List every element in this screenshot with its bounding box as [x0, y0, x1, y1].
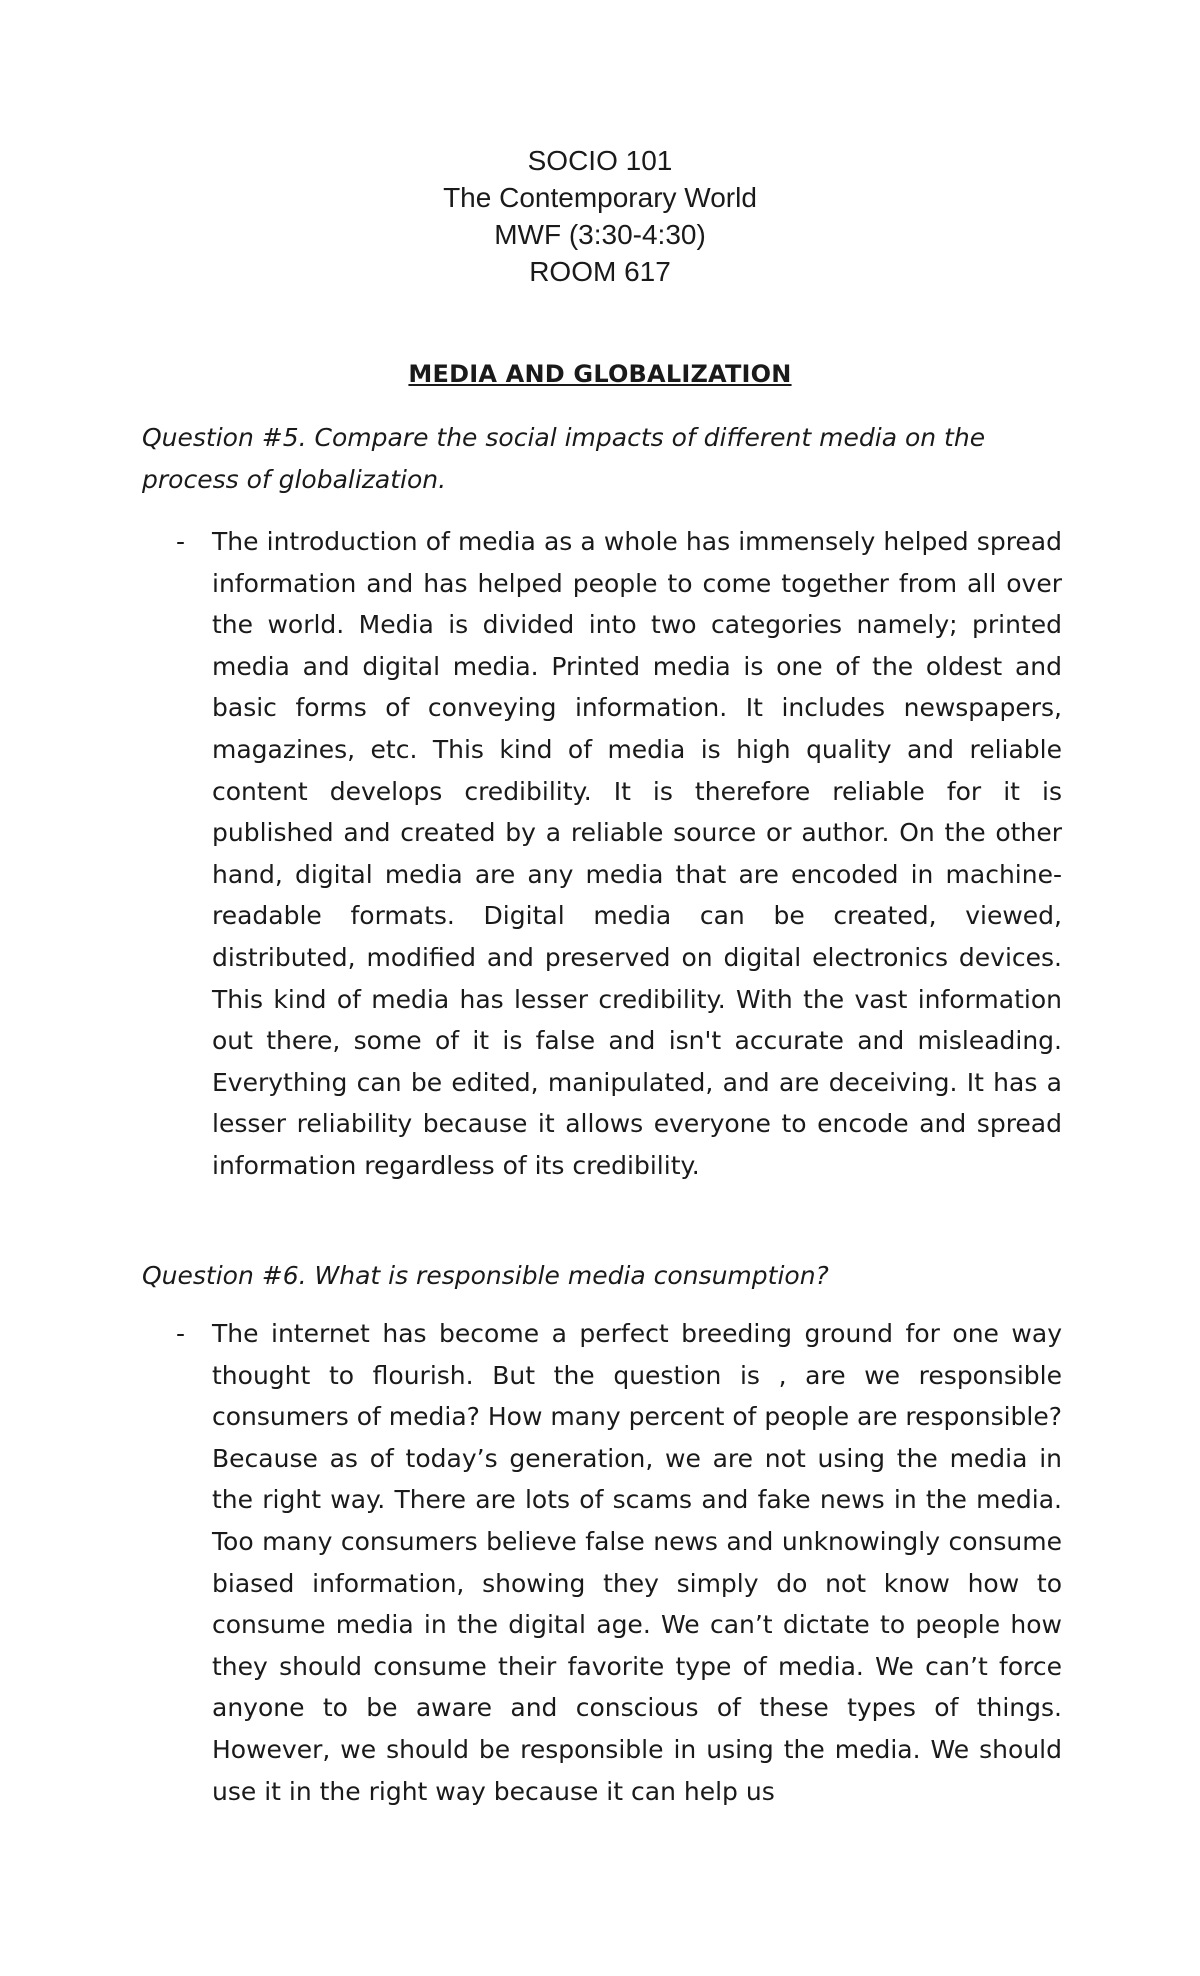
course-title: The Contemporary World	[443, 182, 757, 213]
bullet-dash: -	[176, 1319, 186, 1348]
answer-paragraph: The introduction of media as a whole has immensely helped spread information and has helped people to come together from all over the world. Media is divided into two categories namely; printed media and digital media. Printed media is one of the oldest and basic forms of conveying information. It includes newspapers, magazines, etc. This kind of media is high quality and reliable content develops credibility. It is therefore reliable for it is published and created by a reliable source or author. On the other hand, digital media are any media that are encoded in machine-readable formats. Digital media can be created, viewed, distributed, modified and preserved on digital electronics devices. This kind of media has lesser credibility. With the vast information out there, some of it is false and isn't accurate and misleading. Everything can be edited, manipulated, and are deceiving. It has a lesser reliability because it allows everyone to encode and spread information regardless of its credibility.	[212, 527, 1062, 1180]
course-header	[0, 142, 1200, 290]
question-5-prompt: Question #5. Compare the social impacts of different media on the process of globalization.	[142, 423, 986, 494]
room-number: ROOM 617	[529, 256, 671, 287]
bullet-dash: -	[176, 527, 186, 556]
question-6-answer	[142, 1313, 1062, 1812]
class-schedule: MWF (3:30-4:30)	[494, 219, 706, 250]
answer-paragraph: The internet has become a perfect breeding ground for one way thought to flourish. But the question is , are we responsible consumers of media? How many percent of people are responsible? Because as of today’s generation, we are not using the media in the right way. There are lots of scams and fake news in the media. Too many consumers believe false news and unknowingly consume biased information, showing they simply do not know how to consume media in the digital age. We can’t dictate to people how they should consume their favorite type of media. We can’t force anyone to be aware and conscious of these types of things. However, we should be responsible in using the media. We should use it in the right way because it can help us	[212, 1319, 1062, 1806]
course-code: SOCIO 101	[527, 145, 673, 176]
question-6-prompt: Question #6. What is responsible media consumption?	[142, 1261, 829, 1290]
question-5-answer	[142, 521, 1062, 1187]
document-title: MEDIA AND GLOBALIZATION	[408, 360, 792, 388]
